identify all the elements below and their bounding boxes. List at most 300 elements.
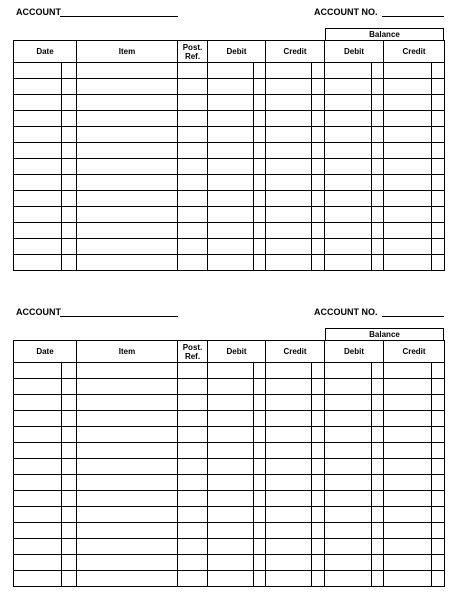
post-ref-cell[interactable] bbox=[178, 475, 208, 491]
post-ref-cell[interactable] bbox=[178, 427, 208, 443]
credit-cents-cell[interactable] bbox=[312, 191, 325, 207]
post-ref-cell[interactable] bbox=[178, 159, 208, 175]
date-day-cell[interactable] bbox=[62, 507, 77, 523]
date-day-cell[interactable] bbox=[62, 379, 77, 395]
credit-dollars-cell[interactable] bbox=[266, 127, 312, 143]
date-day-cell[interactable] bbox=[62, 475, 77, 491]
date-month-cell[interactable] bbox=[14, 539, 62, 555]
debit-dollars-cell[interactable] bbox=[208, 363, 254, 379]
date-month-cell[interactable] bbox=[14, 491, 62, 507]
date-day-cell[interactable] bbox=[62, 207, 77, 223]
date-month-cell[interactable] bbox=[14, 523, 62, 539]
item-cell[interactable] bbox=[77, 191, 178, 207]
debit-cents-cell[interactable] bbox=[254, 63, 266, 79]
post-ref-cell[interactable] bbox=[178, 143, 208, 159]
post-ref-cell[interactable] bbox=[178, 175, 208, 191]
balance-credit-dollars-cell[interactable] bbox=[384, 395, 432, 411]
balance-credit-cents-cell[interactable] bbox=[432, 223, 445, 239]
credit-cents-cell[interactable] bbox=[312, 539, 325, 555]
date-day-cell[interactable] bbox=[62, 223, 77, 239]
post-ref-cell[interactable] bbox=[178, 127, 208, 143]
date-day-cell[interactable] bbox=[62, 239, 77, 255]
balance-debit-dollars-cell[interactable] bbox=[325, 411, 372, 427]
post-ref-cell[interactable] bbox=[178, 523, 208, 539]
item-cell[interactable] bbox=[77, 223, 178, 239]
debit-cents-cell[interactable] bbox=[254, 491, 266, 507]
balance-credit-dollars-cell[interactable] bbox=[384, 523, 432, 539]
post-ref-cell[interactable] bbox=[178, 571, 208, 587]
balance-credit-cents-cell[interactable] bbox=[432, 491, 445, 507]
credit-cents-cell[interactable] bbox=[312, 571, 325, 587]
debit-cents-cell[interactable] bbox=[254, 539, 266, 555]
balance-credit-dollars-cell[interactable] bbox=[384, 159, 432, 175]
credit-cents-cell[interactable] bbox=[312, 159, 325, 175]
date-month-cell[interactable] bbox=[14, 175, 62, 191]
balance-debit-cents-cell[interactable] bbox=[372, 491, 384, 507]
item-cell[interactable] bbox=[77, 491, 178, 507]
credit-dollars-cell[interactable] bbox=[266, 143, 312, 159]
credit-dollars-cell[interactable] bbox=[266, 159, 312, 175]
item-cell[interactable] bbox=[77, 63, 178, 79]
balance-debit-dollars-cell[interactable] bbox=[325, 175, 372, 191]
credit-cents-cell[interactable] bbox=[312, 175, 325, 191]
credit-dollars-cell[interactable] bbox=[266, 571, 312, 587]
account-name-field[interactable] bbox=[60, 316, 178, 317]
date-month-cell[interactable] bbox=[14, 555, 62, 571]
item-cell[interactable] bbox=[77, 239, 178, 255]
item-cell[interactable] bbox=[77, 523, 178, 539]
balance-credit-cents-cell[interactable] bbox=[432, 255, 445, 271]
debit-dollars-cell[interactable] bbox=[208, 143, 254, 159]
credit-dollars-cell[interactable] bbox=[266, 507, 312, 523]
credit-cents-cell[interactable] bbox=[312, 239, 325, 255]
balance-credit-cents-cell[interactable] bbox=[432, 571, 445, 587]
balance-debit-dollars-cell[interactable] bbox=[325, 207, 372, 223]
debit-dollars-cell[interactable] bbox=[208, 127, 254, 143]
date-day-cell[interactable] bbox=[62, 63, 77, 79]
balance-debit-cents-cell[interactable] bbox=[372, 207, 384, 223]
date-day-cell[interactable] bbox=[62, 79, 77, 95]
date-month-cell[interactable] bbox=[14, 127, 62, 143]
post-ref-cell[interactable] bbox=[178, 491, 208, 507]
post-ref-cell[interactable] bbox=[178, 191, 208, 207]
post-ref-cell[interactable] bbox=[178, 239, 208, 255]
balance-credit-dollars-cell[interactable] bbox=[384, 63, 432, 79]
post-ref-cell[interactable] bbox=[178, 95, 208, 111]
balance-credit-dollars-cell[interactable] bbox=[384, 459, 432, 475]
balance-debit-cents-cell[interactable] bbox=[372, 111, 384, 127]
balance-credit-cents-cell[interactable] bbox=[432, 79, 445, 95]
item-cell[interactable] bbox=[77, 539, 178, 555]
date-day-cell[interactable] bbox=[62, 95, 77, 111]
debit-cents-cell[interactable] bbox=[254, 127, 266, 143]
debit-cents-cell[interactable] bbox=[254, 459, 266, 475]
balance-debit-cents-cell[interactable] bbox=[372, 159, 384, 175]
balance-credit-dollars-cell[interactable] bbox=[384, 379, 432, 395]
date-day-cell[interactable] bbox=[62, 411, 77, 427]
balance-credit-dollars-cell[interactable] bbox=[384, 191, 432, 207]
credit-cents-cell[interactable] bbox=[312, 379, 325, 395]
balance-debit-cents-cell[interactable] bbox=[372, 507, 384, 523]
debit-cents-cell[interactable] bbox=[254, 239, 266, 255]
debit-cents-cell[interactable] bbox=[254, 507, 266, 523]
item-cell[interactable] bbox=[77, 207, 178, 223]
item-cell[interactable] bbox=[77, 127, 178, 143]
date-day-cell[interactable] bbox=[62, 363, 77, 379]
credit-dollars-cell[interactable] bbox=[266, 363, 312, 379]
balance-debit-cents-cell[interactable] bbox=[372, 79, 384, 95]
balance-debit-dollars-cell[interactable] bbox=[325, 223, 372, 239]
balance-credit-cents-cell[interactable] bbox=[432, 143, 445, 159]
debit-cents-cell[interactable] bbox=[254, 223, 266, 239]
date-month-cell[interactable] bbox=[14, 159, 62, 175]
balance-debit-dollars-cell[interactable] bbox=[325, 395, 372, 411]
post-ref-cell[interactable] bbox=[178, 379, 208, 395]
debit-dollars-cell[interactable] bbox=[208, 539, 254, 555]
credit-cents-cell[interactable] bbox=[312, 255, 325, 271]
account-name-field[interactable] bbox=[60, 16, 178, 17]
balance-debit-cents-cell[interactable] bbox=[372, 223, 384, 239]
balance-credit-dollars-cell[interactable] bbox=[384, 571, 432, 587]
balance-debit-dollars-cell[interactable] bbox=[325, 571, 372, 587]
balance-debit-cents-cell[interactable] bbox=[372, 239, 384, 255]
credit-cents-cell[interactable] bbox=[312, 475, 325, 491]
debit-cents-cell[interactable] bbox=[254, 443, 266, 459]
date-day-cell[interactable] bbox=[62, 459, 77, 475]
credit-dollars-cell[interactable] bbox=[266, 475, 312, 491]
item-cell[interactable] bbox=[77, 571, 178, 587]
debit-dollars-cell[interactable] bbox=[208, 63, 254, 79]
balance-credit-cents-cell[interactable] bbox=[432, 111, 445, 127]
date-month-cell[interactable] bbox=[14, 207, 62, 223]
item-cell[interactable] bbox=[77, 459, 178, 475]
balance-debit-dollars-cell[interactable] bbox=[325, 443, 372, 459]
item-cell[interactable] bbox=[77, 79, 178, 95]
post-ref-cell[interactable] bbox=[178, 443, 208, 459]
date-day-cell[interactable] bbox=[62, 571, 77, 587]
balance-debit-dollars-cell[interactable] bbox=[325, 363, 372, 379]
balance-debit-dollars-cell[interactable] bbox=[325, 491, 372, 507]
date-month-cell[interactable] bbox=[14, 63, 62, 79]
balance-credit-dollars-cell[interactable] bbox=[384, 555, 432, 571]
balance-debit-cents-cell[interactable] bbox=[372, 175, 384, 191]
balance-debit-cents-cell[interactable] bbox=[372, 143, 384, 159]
post-ref-cell[interactable] bbox=[178, 207, 208, 223]
credit-dollars-cell[interactable] bbox=[266, 79, 312, 95]
date-day-cell[interactable] bbox=[62, 127, 77, 143]
balance-debit-cents-cell[interactable] bbox=[372, 459, 384, 475]
debit-dollars-cell[interactable] bbox=[208, 95, 254, 111]
debit-dollars-cell[interactable] bbox=[208, 411, 254, 427]
credit-dollars-cell[interactable] bbox=[266, 379, 312, 395]
item-cell[interactable] bbox=[77, 175, 178, 191]
balance-credit-dollars-cell[interactable] bbox=[384, 143, 432, 159]
credit-cents-cell[interactable] bbox=[312, 555, 325, 571]
balance-credit-dollars-cell[interactable] bbox=[384, 95, 432, 111]
post-ref-cell[interactable] bbox=[178, 79, 208, 95]
balance-credit-dollars-cell[interactable] bbox=[384, 539, 432, 555]
balance-credit-cents-cell[interactable] bbox=[432, 191, 445, 207]
credit-cents-cell[interactable] bbox=[312, 491, 325, 507]
debit-dollars-cell[interactable] bbox=[208, 379, 254, 395]
credit-cents-cell[interactable] bbox=[312, 79, 325, 95]
balance-credit-dollars-cell[interactable] bbox=[384, 79, 432, 95]
credit-dollars-cell[interactable] bbox=[266, 239, 312, 255]
debit-dollars-cell[interactable] bbox=[208, 555, 254, 571]
item-cell[interactable] bbox=[77, 507, 178, 523]
debit-dollars-cell[interactable] bbox=[208, 239, 254, 255]
debit-cents-cell[interactable] bbox=[254, 175, 266, 191]
credit-cents-cell[interactable] bbox=[312, 395, 325, 411]
credit-cents-cell[interactable] bbox=[312, 95, 325, 111]
post-ref-cell[interactable] bbox=[178, 395, 208, 411]
credit-cents-cell[interactable] bbox=[312, 411, 325, 427]
date-month-cell[interactable] bbox=[14, 79, 62, 95]
debit-cents-cell[interactable] bbox=[254, 555, 266, 571]
balance-credit-cents-cell[interactable] bbox=[432, 539, 445, 555]
debit-cents-cell[interactable] bbox=[254, 475, 266, 491]
balance-debit-dollars-cell[interactable] bbox=[325, 239, 372, 255]
balance-credit-cents-cell[interactable] bbox=[432, 427, 445, 443]
debit-dollars-cell[interactable] bbox=[208, 459, 254, 475]
balance-debit-cents-cell[interactable] bbox=[372, 411, 384, 427]
date-month-cell[interactable] bbox=[14, 395, 62, 411]
date-day-cell[interactable] bbox=[62, 427, 77, 443]
date-month-cell[interactable] bbox=[14, 191, 62, 207]
date-day-cell[interactable] bbox=[62, 111, 77, 127]
balance-debit-dollars-cell[interactable] bbox=[325, 539, 372, 555]
item-cell[interactable] bbox=[77, 555, 178, 571]
credit-cents-cell[interactable] bbox=[312, 459, 325, 475]
balance-credit-cents-cell[interactable] bbox=[432, 459, 445, 475]
item-cell[interactable] bbox=[77, 143, 178, 159]
credit-cents-cell[interactable] bbox=[312, 127, 325, 143]
balance-credit-dollars-cell[interactable] bbox=[384, 207, 432, 223]
date-month-cell[interactable] bbox=[14, 411, 62, 427]
credit-dollars-cell[interactable] bbox=[266, 427, 312, 443]
credit-dollars-cell[interactable] bbox=[266, 191, 312, 207]
balance-credit-cents-cell[interactable] bbox=[432, 379, 445, 395]
credit-dollars-cell[interactable] bbox=[266, 459, 312, 475]
balance-credit-cents-cell[interactable] bbox=[432, 363, 445, 379]
balance-debit-cents-cell[interactable] bbox=[372, 363, 384, 379]
credit-cents-cell[interactable] bbox=[312, 363, 325, 379]
balance-credit-cents-cell[interactable] bbox=[432, 443, 445, 459]
debit-cents-cell[interactable] bbox=[254, 95, 266, 111]
credit-cents-cell[interactable] bbox=[312, 143, 325, 159]
balance-debit-dollars-cell[interactable] bbox=[325, 255, 372, 271]
date-day-cell[interactable] bbox=[62, 175, 77, 191]
balance-debit-cents-cell[interactable] bbox=[372, 443, 384, 459]
date-day-cell[interactable] bbox=[62, 143, 77, 159]
credit-cents-cell[interactable] bbox=[312, 427, 325, 443]
balance-debit-dollars-cell[interactable] bbox=[325, 111, 372, 127]
credit-cents-cell[interactable] bbox=[312, 443, 325, 459]
debit-dollars-cell[interactable] bbox=[208, 475, 254, 491]
date-month-cell[interactable] bbox=[14, 475, 62, 491]
balance-debit-cents-cell[interactable] bbox=[372, 571, 384, 587]
item-cell[interactable] bbox=[77, 443, 178, 459]
debit-dollars-cell[interactable] bbox=[208, 427, 254, 443]
balance-debit-dollars-cell[interactable] bbox=[325, 459, 372, 475]
debit-dollars-cell[interactable] bbox=[208, 255, 254, 271]
date-month-cell[interactable] bbox=[14, 571, 62, 587]
debit-dollars-cell[interactable] bbox=[208, 159, 254, 175]
balance-debit-dollars-cell[interactable] bbox=[325, 127, 372, 143]
date-day-cell[interactable] bbox=[62, 395, 77, 411]
account-no-field[interactable] bbox=[382, 16, 444, 17]
credit-cents-cell[interactable] bbox=[312, 223, 325, 239]
balance-credit-cents-cell[interactable] bbox=[432, 95, 445, 111]
date-month-cell[interactable] bbox=[14, 363, 62, 379]
item-cell[interactable] bbox=[77, 395, 178, 411]
balance-credit-cents-cell[interactable] bbox=[432, 207, 445, 223]
balance-credit-cents-cell[interactable] bbox=[432, 127, 445, 143]
item-cell[interactable] bbox=[77, 363, 178, 379]
item-cell[interactable] bbox=[77, 159, 178, 175]
post-ref-cell[interactable] bbox=[178, 555, 208, 571]
balance-debit-cents-cell[interactable] bbox=[372, 555, 384, 571]
debit-cents-cell[interactable] bbox=[254, 111, 266, 127]
post-ref-cell[interactable] bbox=[178, 363, 208, 379]
debit-dollars-cell[interactable] bbox=[208, 79, 254, 95]
debit-dollars-cell[interactable] bbox=[208, 175, 254, 191]
balance-debit-cents-cell[interactable] bbox=[372, 379, 384, 395]
credit-cents-cell[interactable] bbox=[312, 507, 325, 523]
balance-credit-cents-cell[interactable] bbox=[432, 475, 445, 491]
date-month-cell[interactable] bbox=[14, 143, 62, 159]
debit-cents-cell[interactable] bbox=[254, 143, 266, 159]
balance-debit-cents-cell[interactable] bbox=[372, 539, 384, 555]
credit-cents-cell[interactable] bbox=[312, 523, 325, 539]
balance-credit-dollars-cell[interactable] bbox=[384, 223, 432, 239]
credit-dollars-cell[interactable] bbox=[266, 95, 312, 111]
balance-debit-cents-cell[interactable] bbox=[372, 523, 384, 539]
debit-dollars-cell[interactable] bbox=[208, 111, 254, 127]
balance-debit-dollars-cell[interactable] bbox=[325, 475, 372, 491]
balance-debit-cents-cell[interactable] bbox=[372, 395, 384, 411]
item-cell[interactable] bbox=[77, 95, 178, 111]
debit-dollars-cell[interactable] bbox=[208, 207, 254, 223]
balance-debit-dollars-cell[interactable] bbox=[325, 143, 372, 159]
balance-debit-dollars-cell[interactable] bbox=[325, 555, 372, 571]
debit-dollars-cell[interactable] bbox=[208, 491, 254, 507]
date-day-cell[interactable] bbox=[62, 555, 77, 571]
post-ref-cell[interactable] bbox=[178, 255, 208, 271]
credit-dollars-cell[interactable] bbox=[266, 395, 312, 411]
date-month-cell[interactable] bbox=[14, 223, 62, 239]
item-cell[interactable] bbox=[77, 379, 178, 395]
date-day-cell[interactable] bbox=[62, 443, 77, 459]
balance-credit-cents-cell[interactable] bbox=[432, 395, 445, 411]
debit-dollars-cell[interactable] bbox=[208, 191, 254, 207]
account-no-field[interactable] bbox=[382, 316, 444, 317]
balance-credit-cents-cell[interactable] bbox=[432, 175, 445, 191]
date-day-cell[interactable] bbox=[62, 539, 77, 555]
balance-debit-cents-cell[interactable] bbox=[372, 475, 384, 491]
balance-credit-dollars-cell[interactable] bbox=[384, 507, 432, 523]
item-cell[interactable] bbox=[77, 427, 178, 443]
debit-cents-cell[interactable] bbox=[254, 523, 266, 539]
balance-credit-dollars-cell[interactable] bbox=[384, 491, 432, 507]
debit-cents-cell[interactable] bbox=[254, 571, 266, 587]
balance-debit-dollars-cell[interactable] bbox=[325, 523, 372, 539]
date-month-cell[interactable] bbox=[14, 427, 62, 443]
balance-debit-cents-cell[interactable] bbox=[372, 95, 384, 111]
post-ref-cell[interactable] bbox=[178, 507, 208, 523]
date-month-cell[interactable] bbox=[14, 459, 62, 475]
item-cell[interactable] bbox=[77, 411, 178, 427]
balance-debit-cents-cell[interactable] bbox=[372, 127, 384, 143]
debit-dollars-cell[interactable] bbox=[208, 395, 254, 411]
balance-credit-cents-cell[interactable] bbox=[432, 555, 445, 571]
balance-credit-cents-cell[interactable] bbox=[432, 411, 445, 427]
balance-credit-dollars-cell[interactable] bbox=[384, 411, 432, 427]
balance-debit-dollars-cell[interactable] bbox=[325, 159, 372, 175]
debit-cents-cell[interactable] bbox=[254, 411, 266, 427]
date-day-cell[interactable] bbox=[62, 523, 77, 539]
item-cell[interactable] bbox=[77, 111, 178, 127]
date-month-cell[interactable] bbox=[14, 111, 62, 127]
credit-dollars-cell[interactable] bbox=[266, 175, 312, 191]
date-month-cell[interactable] bbox=[14, 443, 62, 459]
balance-debit-dollars-cell[interactable] bbox=[325, 507, 372, 523]
debit-cents-cell[interactable] bbox=[254, 427, 266, 443]
debit-dollars-cell[interactable] bbox=[208, 507, 254, 523]
debit-cents-cell[interactable] bbox=[254, 159, 266, 175]
balance-credit-cents-cell[interactable] bbox=[432, 159, 445, 175]
balance-credit-dollars-cell[interactable] bbox=[384, 475, 432, 491]
balance-debit-dollars-cell[interactable] bbox=[325, 191, 372, 207]
credit-dollars-cell[interactable] bbox=[266, 539, 312, 555]
credit-dollars-cell[interactable] bbox=[266, 255, 312, 271]
post-ref-cell[interactable] bbox=[178, 63, 208, 79]
balance-debit-dollars-cell[interactable] bbox=[325, 79, 372, 95]
credit-dollars-cell[interactable] bbox=[266, 491, 312, 507]
balance-credit-dollars-cell[interactable] bbox=[384, 255, 432, 271]
credit-dollars-cell[interactable] bbox=[266, 111, 312, 127]
balance-credit-dollars-cell[interactable] bbox=[384, 111, 432, 127]
balance-credit-dollars-cell[interactable] bbox=[384, 443, 432, 459]
date-day-cell[interactable] bbox=[62, 159, 77, 175]
balance-credit-dollars-cell[interactable] bbox=[384, 427, 432, 443]
post-ref-cell[interactable] bbox=[178, 411, 208, 427]
balance-credit-cents-cell[interactable] bbox=[432, 239, 445, 255]
post-ref-cell[interactable] bbox=[178, 111, 208, 127]
date-day-cell[interactable] bbox=[62, 191, 77, 207]
credit-cents-cell[interactable] bbox=[312, 207, 325, 223]
debit-cents-cell[interactable] bbox=[254, 255, 266, 271]
debit-cents-cell[interactable] bbox=[254, 395, 266, 411]
balance-debit-dollars-cell[interactable] bbox=[325, 379, 372, 395]
debit-cents-cell[interactable] bbox=[254, 191, 266, 207]
date-month-cell[interactable] bbox=[14, 239, 62, 255]
date-month-cell[interactable] bbox=[14, 95, 62, 111]
debit-dollars-cell[interactable] bbox=[208, 443, 254, 459]
balance-debit-cents-cell[interactable] bbox=[372, 191, 384, 207]
credit-dollars-cell[interactable] bbox=[266, 207, 312, 223]
balance-credit-dollars-cell[interactable] bbox=[384, 127, 432, 143]
item-cell[interactable] bbox=[77, 255, 178, 271]
balance-credit-dollars-cell[interactable] bbox=[384, 239, 432, 255]
date-day-cell[interactable] bbox=[62, 491, 77, 507]
debit-dollars-cell[interactable] bbox=[208, 523, 254, 539]
debit-dollars-cell[interactable] bbox=[208, 571, 254, 587]
debit-cents-cell[interactable] bbox=[254, 379, 266, 395]
balance-debit-dollars-cell[interactable] bbox=[325, 427, 372, 443]
balance-credit-cents-cell[interactable] bbox=[432, 523, 445, 539]
debit-cents-cell[interactable] bbox=[254, 363, 266, 379]
